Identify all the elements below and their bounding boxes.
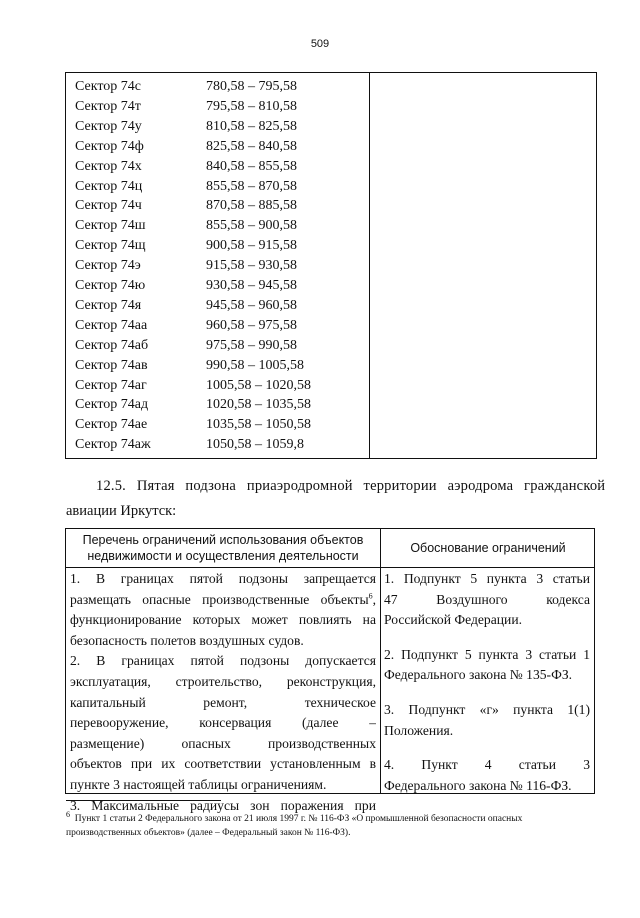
- sector-range: 960,58 – 975,58: [206, 317, 297, 333]
- sector-range: 1005,58 – 1020,58: [206, 377, 311, 393]
- restriction-line: безопасность полетов воздушных судов.: [70, 632, 304, 648]
- sector-range: 915,58 – 930,58: [206, 258, 297, 274]
- restrictions-table: [65, 528, 595, 813]
- footnote-text: Пункт 1 статьи 2 Федерального закона от 21 июля 1997 г. № 116-ФЗ «О промышленной безопасности опасных производственных объектов» (далее – Федеральный закон № 116-ФЗ).: [66, 814, 523, 838]
- restriction-line: 3. Максимальные радиусы зон поражения при: [70, 797, 376, 813]
- sector-name: Сектор 74т: [75, 98, 141, 114]
- section-heading-continuation: авиации Иркутск:: [66, 503, 177, 519]
- sector-range: 795,58 – 810,58: [206, 98, 297, 114]
- sector-range: 825,58 – 840,58: [206, 138, 297, 154]
- table-column-divider: [369, 73, 370, 458]
- footnote-separator: [66, 800, 221, 801]
- restrictions-text: [70, 569, 376, 816]
- sector-name: Сектор 74ав: [75, 357, 148, 373]
- footnote-reference: 6: [368, 591, 373, 601]
- table-header-divider: [66, 567, 594, 568]
- justification-line: Федерального закона № 116-ФЗ.: [384, 777, 572, 793]
- restriction-line: 1. В границах пятой подзоны запрещается: [70, 571, 376, 586]
- sector-range: 870,58 – 885,58: [206, 198, 297, 214]
- sector-name: Сектор 74аб: [75, 337, 149, 353]
- sector-range: 945,58 – 960,58: [206, 297, 297, 313]
- sector-range: 930,58 – 945,58: [206, 278, 297, 293]
- sector-name: Сектор 74аж: [75, 437, 151, 453]
- restriction-line: капитальный ремонт, техническое: [70, 694, 376, 710]
- justification-line: 4. Пункт 4 статьи 3: [384, 757, 590, 773]
- sector-name: Сектор 74ад: [75, 397, 149, 413]
- sector-name: Сектор 74ч: [75, 198, 142, 214]
- sector-range: 900,58 – 915,58: [206, 238, 297, 254]
- header-justification: Обоснование ограничений: [410, 541, 566, 555]
- sector-name: Сектор 74ц: [75, 178, 143, 194]
- sector-range: 855,58 – 870,58: [206, 178, 297, 194]
- section-heading: 12.5. Пятая подзона приаэродромной территории аэродрома гражданской: [96, 478, 606, 494]
- sector-name: Сектор 74аг: [75, 377, 147, 393]
- restriction-line: функционирование которых может повлиять на: [70, 612, 376, 628]
- justification-line: Федерального закона № 135-ФЗ.: [384, 667, 573, 683]
- sector-name: Сектор 74с: [75, 79, 141, 94]
- sector-name: Сектор 74я: [75, 297, 142, 313]
- footnote: [66, 809, 586, 840]
- sectors-table: [65, 72, 597, 459]
- restriction-line: пункте 3 настоящей таблицы ограничениям.: [70, 776, 327, 792]
- sector-name: Сектор 74ш: [75, 218, 146, 234]
- restriction-line: размещать опасные производственные объекты$^6$,: [70, 591, 376, 607]
- sector-name: Сектор 74ае: [75, 417, 148, 433]
- restriction-line: размещение) опасных производственных: [70, 735, 376, 751]
- restriction-line: эксплуатация, строительство, реконструкция,: [70, 673, 376, 689]
- sector-range: 780,58 – 795,58: [206, 79, 297, 94]
- justification-line: 1. Подпункт 5 пункта 3 статьи: [384, 571, 590, 586]
- sector-range: 1020,58 – 1035,58: [206, 397, 311, 413]
- justification-line: 3. Подпункт «г» пункта 1(1): [384, 701, 590, 717]
- sector-name: Сектор 74х: [75, 158, 142, 174]
- sector-name: Сектор 74ф: [75, 138, 144, 154]
- sector-range: 1050,58 – 1059,8: [206, 437, 304, 453]
- header-restrictions: Перечень ограничений использования объектов недвижимости и осуществления деятельности: [82, 533, 364, 563]
- restriction-line: объектов при их соответствии установленным в: [70, 756, 376, 772]
- restriction-line: перевооружение, консервация (далее –: [70, 715, 376, 731]
- sector-range: 855,58 – 900,58: [206, 218, 297, 234]
- page-number: 509: [310, 38, 330, 50]
- sector-name: Сектор 74у: [75, 118, 142, 134]
- justification-line: 2. Подпункт 5 пункта 3 статьи 1: [384, 646, 590, 662]
- justification-line: 47 Воздушного кодекса: [384, 591, 590, 607]
- sector-name: Сектор 74щ: [75, 238, 146, 254]
- justification-line: Российской Федерации.: [384, 612, 522, 628]
- sector-range: 1035,58 – 1050,58: [206, 417, 311, 433]
- sector-range: 840,58 – 855,58: [206, 158, 297, 174]
- sector-name: Сектор 74э: [75, 258, 141, 274]
- table-column-divider: [380, 529, 381, 793]
- sector-range: 810,58 – 825,58: [206, 118, 297, 134]
- sector-range: 990,58 – 1005,58: [206, 357, 304, 373]
- footnote-marker: 6: [66, 809, 70, 819]
- sector-range: 975,58 – 990,58: [206, 337, 297, 353]
- justification-line: Положения.: [384, 722, 454, 738]
- sector-name: Сектор 74аа: [75, 317, 148, 333]
- restriction-line: 2. В границах пятой подзоны допускается: [70, 653, 376, 669]
- sector-name: Сектор 74ю: [75, 278, 146, 293]
- justification-text: [384, 569, 590, 796]
